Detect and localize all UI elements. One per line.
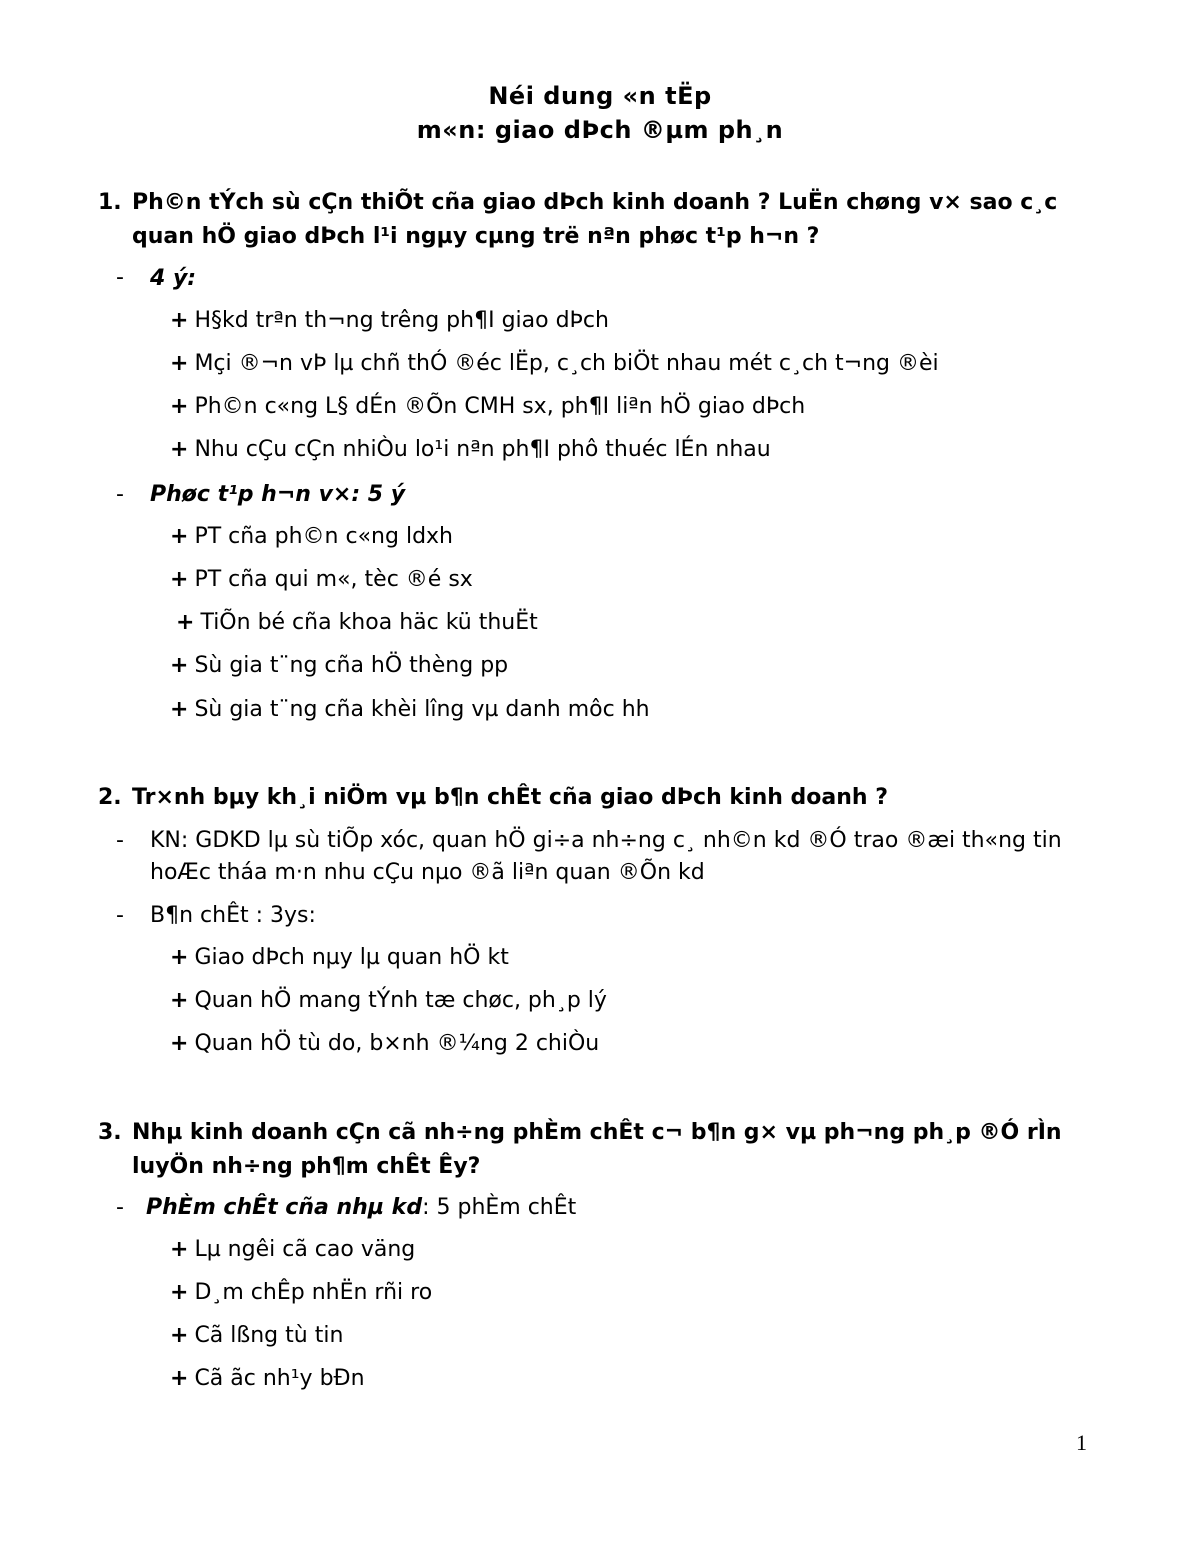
bullet-dash: - <box>116 265 124 290</box>
bullet-dash: - <box>116 482 124 507</box>
bullet-dash: - <box>116 903 124 928</box>
page-number: 1 <box>1076 1430 1087 1455</box>
bullet-dash: - <box>116 828 124 853</box>
plus-icon: + <box>170 945 189 970</box>
plus-icon: + <box>170 308 189 333</box>
group-heading: B¶n chÊt : 3ys: <box>150 903 316 928</box>
list-item: + Mçi ®¬n vÞ lµ chñ thÓ ®éc lËp, c¸ch biÖt nhau mét c¸ch t¬ng ®èi <box>170 351 939 376</box>
question-number: 1. <box>98 190 122 215</box>
list-item: + TiÕn bé cña khoa häc kü thuËt <box>176 610 538 635</box>
plus-icon: + <box>170 567 189 592</box>
question-3 <box>98 1116 1098 1184</box>
list-item: + Giao dÞch nµy lµ quan hÖ kt <box>170 945 509 970</box>
question-number: 3. <box>98 1120 122 1145</box>
plus-icon: + <box>170 653 189 678</box>
group-heading: PhÈm chÊt cña nhµ kd: 5 phÈm chÊt <box>146 1195 577 1220</box>
plus-icon: + <box>170 988 189 1013</box>
question-2 <box>98 781 1098 815</box>
list-item: + Cã lßng tù tin <box>170 1323 344 1348</box>
list-item: + Ph©n c«ng L§ dÉn ®Õn CMH sx, ph¶I liªn hÖ giao dÞch <box>170 394 806 419</box>
list-item: + PT cña qui m«, tèc ®é sx <box>170 567 473 592</box>
list-item: + PT cña ph©n c«ng ldxh <box>170 524 453 549</box>
question-number: 2. <box>98 785 122 810</box>
plus-icon: + <box>170 1237 189 1262</box>
plus-icon: + <box>170 1280 189 1305</box>
plus-icon: + <box>170 697 189 722</box>
plus-icon: + <box>170 394 189 419</box>
plus-icon: + <box>170 437 189 462</box>
list-item: + H§kd trªn th¬ng trêng ph¶I giao dÞch <box>170 308 609 333</box>
plus-icon: + <box>170 524 189 549</box>
group-heading: Phøc t¹p h¬n v×: 5 ý <box>150 482 406 507</box>
question-1 <box>98 186 1098 254</box>
definition-text: KN: GDKD lµ sù tiÕp xóc, quan hÖ gi÷a nh÷ng c¸ nh©n kd ®Ó trao ®æi th«ng tin hoÆc tháa m·n nhu cÇu nµo ®ã liªn quan ®Õn kd <box>150 828 1062 885</box>
list-item: + Quan hÖ mang tÝnh tæ chøc, ph¸p lý <box>170 988 607 1013</box>
list-item: + Cã ãc nh¹y bÐn <box>170 1366 365 1391</box>
group-heading: 4 ý: <box>150 266 197 291</box>
question-text: Tr×nh bµy kh¸i niÖm vµ b¶n chÊt cña giao dÞch kinh doanh ? <box>132 785 889 810</box>
plus-icon: + <box>170 351 189 376</box>
list-item: + Nhu cÇu cÇn nhiÒu lo¹i nªn ph¶I phô thuéc lÉn nhau <box>170 437 771 462</box>
question-text: Nhµ kinh doanh cÇn cã nh÷ng phÈm chÊt c¬ b¶n g× vµ ph¬ng ph¸p ®Ó rÌn luyÖn nh÷ng ph¶m chÊt Êy? <box>132 1120 1062 1179</box>
list-item: + Quan hÖ tù do, b×nh ®¼ng 2 chiÒu <box>170 1031 600 1056</box>
list-item: + Sù gia t¨ng cña khèi lîng vµ danh môc hh <box>170 697 650 722</box>
plus-icon: + <box>170 1031 189 1056</box>
list-item: + Sù gia t¨ng cña hÖ thèng pp <box>170 653 509 678</box>
list-item: + D¸m chÊp nhËn rñi ro <box>170 1280 433 1305</box>
question-text: Ph©n tÝch sù cÇn thiÕt cña giao dÞch kinh doanh ? LuËn chøng v× sao c¸c quan hÖ giao dÞch l¹i ngµy cµng trë nªn phøc t¹p h¬n ? <box>132 190 1058 249</box>
plus-icon: + <box>170 1323 189 1348</box>
doc-title-line-2: m«n: giao dÞch ®µm ph¸n <box>416 116 784 144</box>
plus-icon: + <box>176 610 195 635</box>
plus-icon: + <box>170 1366 189 1391</box>
doc-title-line-1: Néi dung «n tËp <box>488 82 712 110</box>
bullet-dash: - <box>116 1195 124 1220</box>
list-item: + Lµ ngêi cã cao väng <box>170 1237 416 1262</box>
